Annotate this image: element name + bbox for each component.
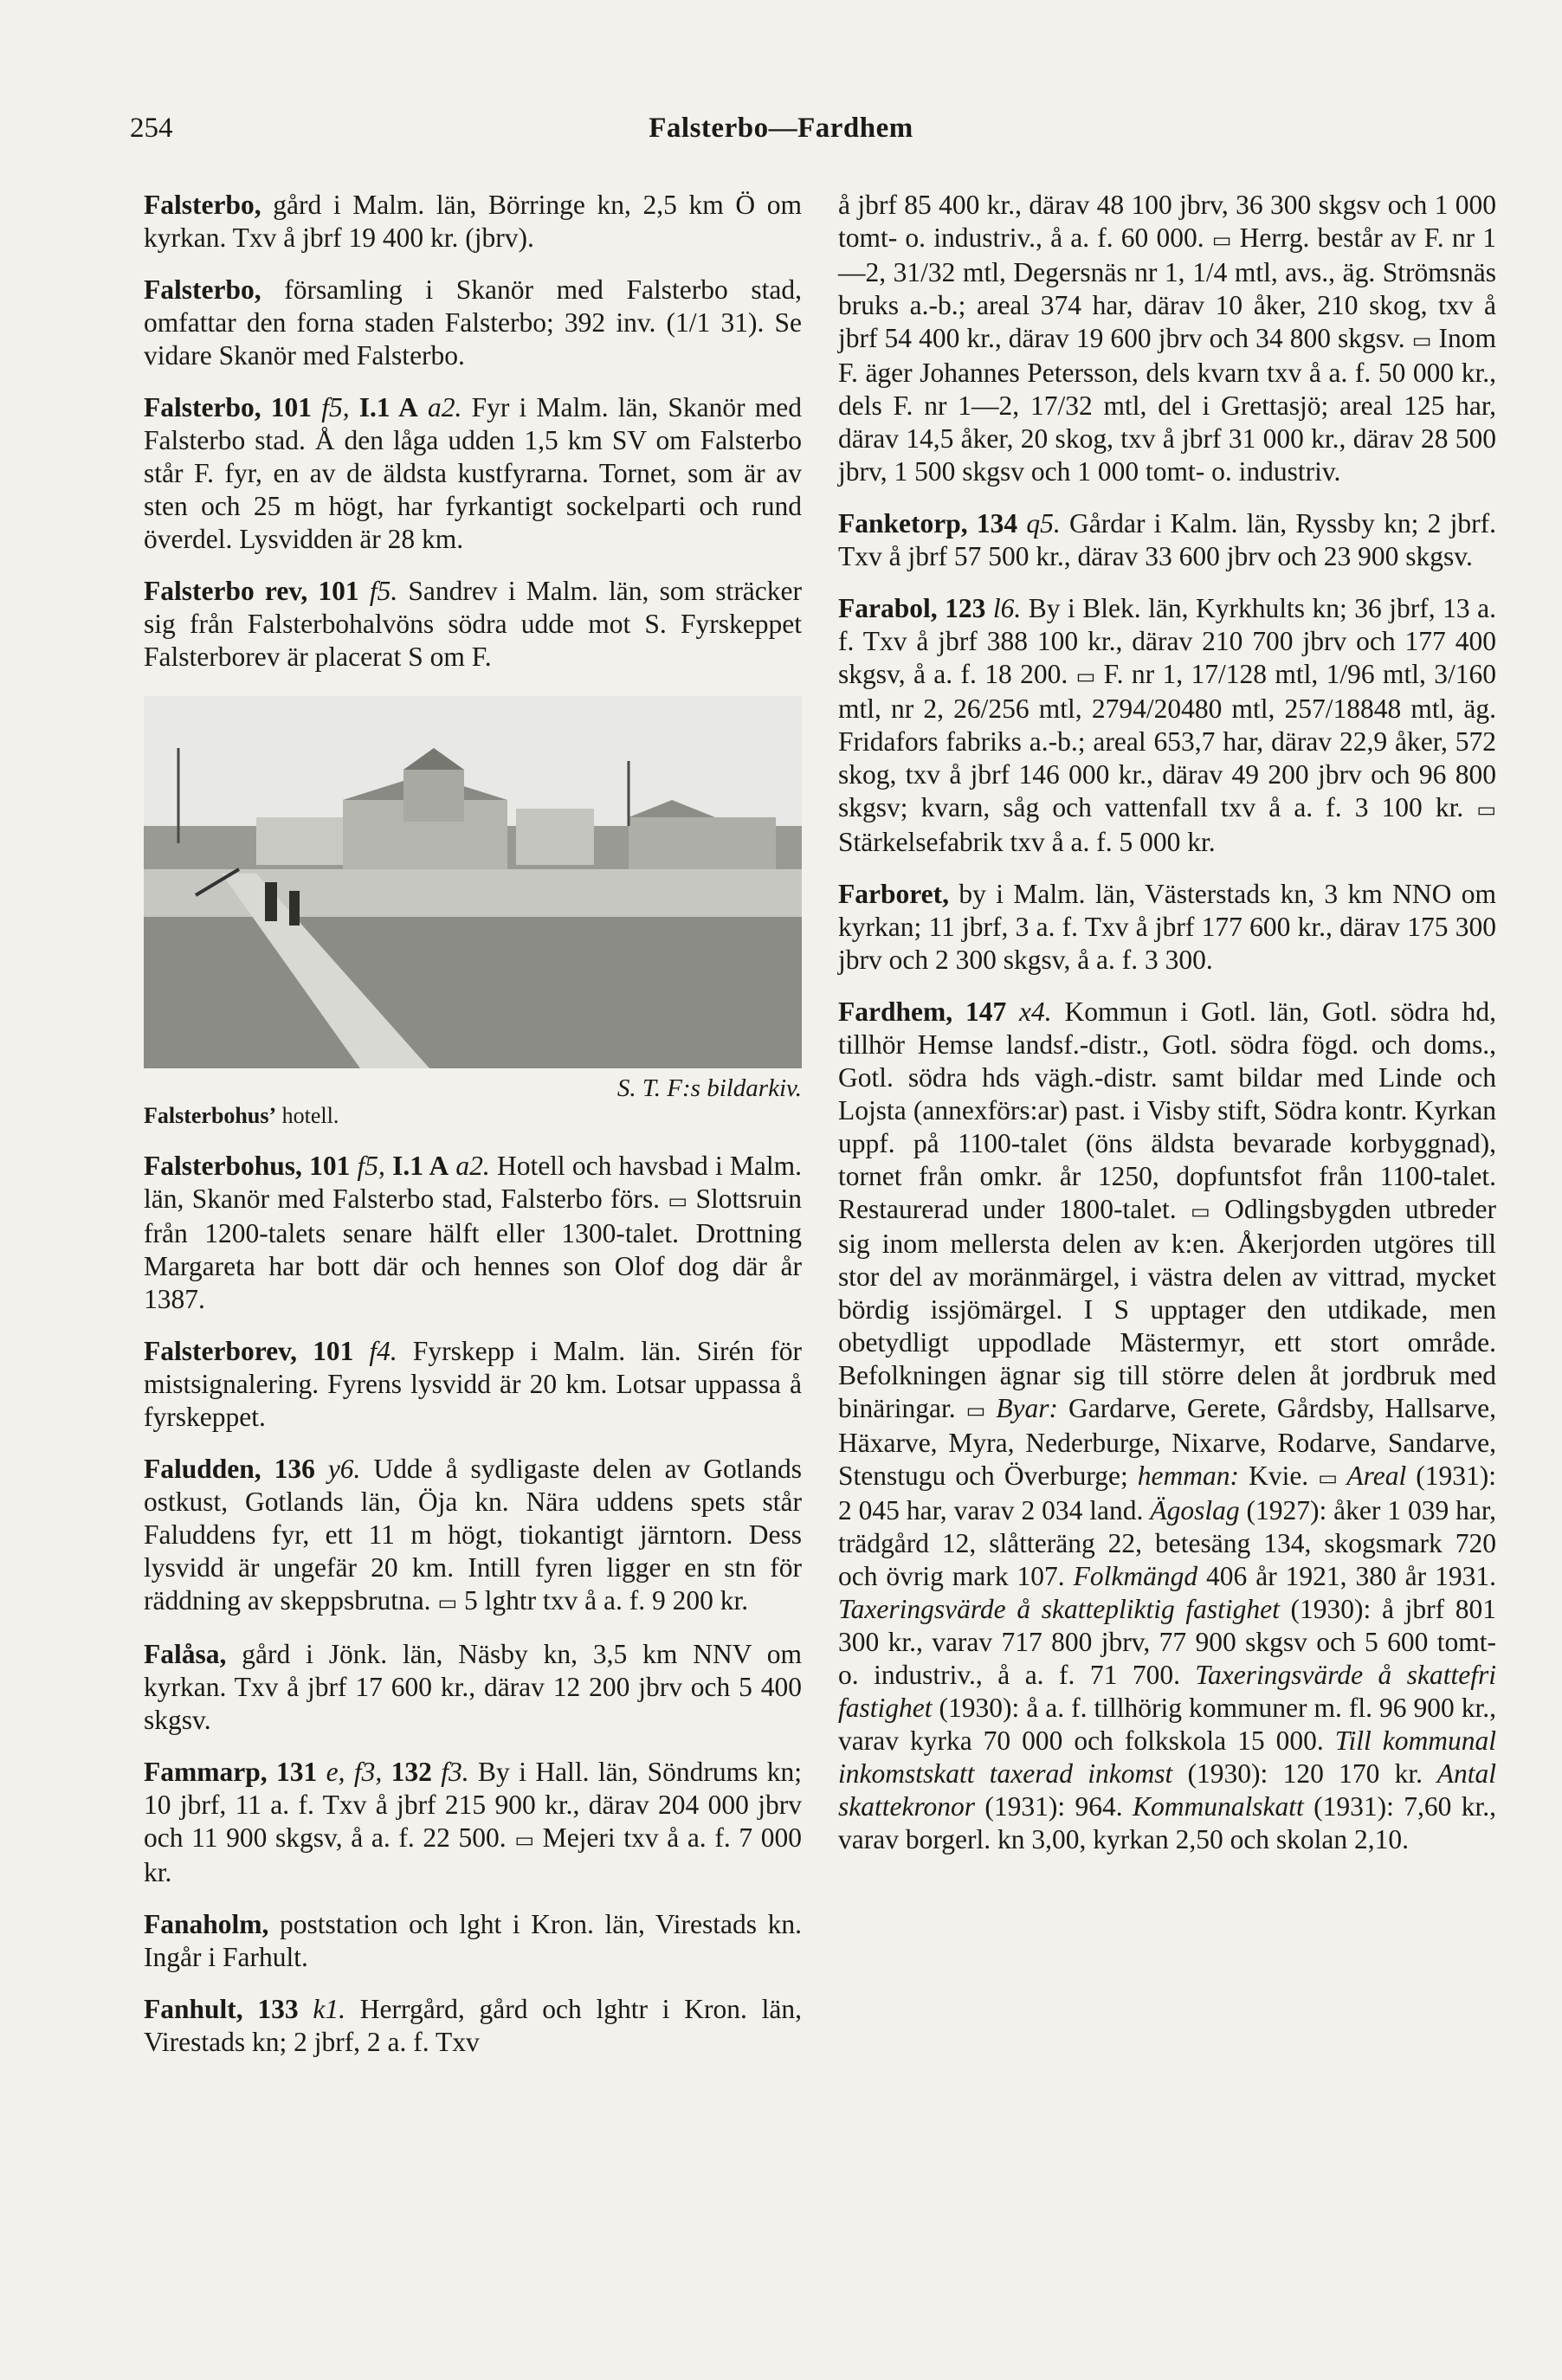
section-symbol: ▭: [437, 1590, 458, 1615]
entry-text: poststation och lght i Kron. län, Virestads kn. Ingår i Farhult.: [144, 1909, 802, 1972]
map-ref: a2.: [449, 1151, 490, 1181]
subhead-areal: Areal: [1337, 1461, 1407, 1491]
map-ref: x4.: [1006, 997, 1052, 1027]
entry-fanaholm: [144, 1908, 802, 1974]
entry-faludden: [144, 1453, 802, 1619]
entry-text: Herrg. består av F. nr 1—2, 31/32 mtl, Degersnäs nr 1, 1/4 mtl, avs., äg. Strömsnäs bruks a.-b.; areal 374 har, därav 10 åker, 210 skog, txv å jbrf 54 400 kr., därav 19 600 jbrv och 34 800 skgsv.: [838, 223, 1497, 353]
entry-falasa: [144, 1638, 802, 1737]
entry-text: Fyr i Malm. län, Skanör med Falsterbo stad. Å den låga udden 1,5 km SV om Falsterbo står F. fyr, en av de äldsta kustfyrarna. Tornet, som är av sten och 25 m högt, har fyrkantigt sockelparti och rund överdel. Lysvidden är 28 km.: [144, 392, 802, 554]
entry-falsterbo-fyr: [144, 391, 802, 556]
entry-text: Gårdar i Kalm. län, Ryssby kn; 2 jbrf. Txv å jbrf 57 500 kr., därav 33 600 jbrv och 23 900 skgsv.: [838, 508, 1496, 571]
subhead-kommunalskatt: Kommunalskatt: [1122, 1791, 1304, 1822]
photo-illustration: [144, 696, 802, 1068]
headword-ref: I.1 A: [384, 1151, 449, 1181]
map-ref: q5.: [1017, 508, 1061, 539]
map-ref: y6.: [314, 1454, 361, 1484]
entry-text: (1930): å jbrf 801 300 kr., varav 717 800 jbrv, 77 900 skgsv och 5 600 tomt- o. industriv., å a. f. 71 700.: [838, 1594, 1496, 1690]
headword: Falsterborev, 101: [144, 1336, 354, 1366]
headword: Faludden, 136: [144, 1454, 315, 1484]
entry-text: församling i Skanör med Falsterbo stad, omfattar den forna staden Falsterbo; 392 inv. (1/1 31). Se vidare Skanör med Falsterbo.: [144, 274, 802, 371]
subhead-inkomst: Till kommunal inkomstskatt taxerad inkomst: [838, 1725, 1497, 1789]
map-ref: f5,: [312, 392, 350, 422]
subhead-skattekronor: Antal skattekronor: [838, 1758, 1497, 1822]
entry-text: (1931): 7,60 kr., varav borgerl. kn 3,00, kyrkan 2,50 och skolan 2,10.: [838, 1791, 1496, 1854]
headword: Fardhem, 147: [838, 997, 1007, 1027]
entry-text: gård i Malm. län, Börringe kn, 2,5 km Ö om kyrkan. Txv å jbrf 19 400 kr. (jbrv).: [144, 190, 802, 253]
entry-fanhult: [144, 1993, 802, 2059]
entry-text: Sandrev i Malm. län, som sträcker sig från Falsterbohalvöns södra udde mot S. Fyrskeppet Falsterborev är placerat S om F.: [144, 576, 802, 672]
headword: Falsterbohus, 101: [144, 1151, 351, 1181]
entry-text: (1930): 120 170 kr.: [1172, 1758, 1423, 1789]
caption-text: hotell.: [276, 1103, 339, 1128]
section-symbol: ▭: [965, 1398, 986, 1422]
entry-text: (1927): åker 1 039 har, trädgård 12, slåtteräng 22, betesäng 134, skogsmark 720 och övrig mark 107.: [838, 1495, 1496, 1591]
entry-text: å jbrf 85 400 kr., därav 48 100 jbrv, 36 300 skgsv och 1 000 tomt- o. industriv., å a. f. 60 000.: [838, 190, 1496, 253]
headword-ref: 132: [382, 1757, 432, 1787]
entry-text: (1930): å a. f. tillhörig kommuner m. fl. 96 900 kr., varav kyrka 70 000 och folkskola 15 000.: [838, 1693, 1496, 1756]
map-ref: f5,: [350, 1151, 385, 1181]
headword: Falåsa,: [144, 1639, 227, 1669]
entry-falsterbo-rev: [144, 575, 802, 674]
headword: Fanketorp, 134: [838, 508, 1018, 539]
entry-text: Kommun i Gotl. län, Gotl. södra hd, tillhör Hemse landsf.-distr., Gotl. södra fögd. och doms., Gotl. södra hds vägh.-distr. samt bildar med Linde och Lojsta (annexförs:ar) past. i Visby stift, Södra kontr. Kyrkan uppf. på 1100-talet (öns äldsta bevarade korbyggnad), tornet från omkr. år 1250, dopfuntsfot från 1100-talet. Restaurerad under 1800-talet.: [838, 997, 1496, 1224]
photo-falsterbohus-hotel: [144, 696, 802, 1068]
subhead-hemman: hemman:: [1127, 1461, 1240, 1491]
entry-text: (1931): 2 045 har, varav 2 034 land.: [838, 1461, 1497, 1525]
entry-text: F. nr 1, 17/128 mtl, 1/96 mtl, 3/160 mtl, nr 2, 26/256 mtl, 2794/20480 mtl, 257/18848 mtl, äg. Fridafors fabriks a.-b.; areal 653,7 har, därav 22,9 åker, 572 skog, txv å jbrf 146 000 kr., därav 49 200 jbrv och 96 800 skgsv; kvarn, såg och vattenfall txv å a. f. 3 100 kr.: [838, 659, 1496, 822]
entry-text: Stärkelsefabrik txv å a. f. 5 000 kr.: [838, 827, 1216, 857]
subhead-taxering-skattepliktig: Taxeringsvärde å skattepliktig fastighet: [838, 1594, 1280, 1624]
right-column: [838, 189, 1496, 1875]
headword: Fammarp, 131: [144, 1757, 318, 1787]
map-ref: k1.: [298, 1994, 346, 2024]
headword: Fanaholm,: [144, 1909, 269, 1939]
caption-bold: Falsterbohus’: [144, 1103, 277, 1128]
entry-text: 406 år 1921, 380 år 1931.: [1197, 1561, 1496, 1591]
entry-fammarp: [144, 1756, 802, 1889]
entry-farabol: [838, 592, 1496, 859]
section-symbol: ▭: [1191, 1199, 1210, 1223]
entry-text: Udde å sydligaste delen av Gotlands ostkust, Gotlands län, Öja kn. Nära uddens spets står Faluddens fyr, ett 11 m högt, tiokantigt järntorn. Dess lysvidd är ungefär 20 km. Intill fyren ligger en stn för räddning av skeppsbrutna.: [144, 1454, 802, 1616]
entry-text: Hotell och havsbad i Malm. län, Skanör med Falsterbo stad, Falsterbo förs.: [144, 1151, 803, 1214]
section-symbol: ▭: [1476, 797, 1496, 822]
entry-fanhult-continued: [838, 189, 1496, 488]
left-column: [144, 189, 802, 2078]
entry-falsterbohus: [144, 1150, 802, 1316]
map-ref: l6.: [985, 593, 1022, 623]
running-head: Falsterbo—Fardhem: [649, 113, 913, 144]
headword: Falsterbo, 101: [144, 392, 313, 422]
entry-text: Mejeri txv å a. f. 7 000 kr.: [144, 1822, 802, 1887]
entry-farboret: [838, 878, 1496, 977]
map-ref: e, f3,: [317, 1757, 383, 1787]
section-symbol: ▭: [1075, 664, 1096, 688]
entry-text: 5 lghtr txv å a. f. 9 200 kr.: [457, 1585, 749, 1616]
headword: Farboret,: [838, 879, 949, 909]
entry-text: By i Blek. län, Kyrkhults kn; 36 jbrf, 13 a. f. Txv å jbrf 388 100 kr., därav 210 700 jbrv och 177 400 skgsv, å a. f. 18 200.: [838, 593, 1496, 689]
subhead-byar: Byar:: [985, 1393, 1059, 1423]
entry-text: Slottsruin från 1200-talets senare hälft eller 1300-talet. Drottning Margareta har bott där och hennes son Olof dog där år 1387.: [144, 1184, 802, 1314]
subhead-folkmangd: Folkmängd: [1064, 1561, 1198, 1591]
entry-text: By i Hall. län, Söndrums kn; 10 jbrf, 11 a. f. Txv å jbrf 215 900 kr., därav 204 000 jbrv och 11 900 skgsv, å a. f. 22 500.: [144, 1757, 802, 1853]
map-ref: f4.: [353, 1336, 397, 1366]
entry-text: Kvie.: [1239, 1461, 1319, 1491]
entry-text: Odlingsbygden utbreder sig inom mellersta delen av k:en. Åkerjorden utgöres till stor del av moränmärgel, i västra delen av vittrad, mycket bördig issjömärgel. I S upptager den utdikade, men obetydligt uppodlade Mästermyr, ett stort område. Befolkningen ägnar sig till större delen åt jordbruk med binäringar.: [838, 1194, 1496, 1423]
headword: Falsterbo rev, 101: [144, 576, 359, 606]
entry-fanketorp: [838, 507, 1496, 573]
map-ref: f5.: [358, 576, 398, 606]
entry-falsterbo-gard: [144, 189, 802, 255]
map-ref: a2.: [417, 392, 462, 422]
section-symbol: ▭: [668, 1189, 688, 1213]
subhead-taxering-skattefri: Taxeringsvärde å skattefri fastighet: [838, 1660, 1496, 1723]
entry-text: Fyrskepp i Malm. län. Sirén för mistsignalering. Fyrens lysvidd är 20 km. Lotsar uppassa å fyrskeppet.: [144, 1336, 802, 1432]
entry-text: by i Malm. län, Västerstads kn, 3 km NNO om kyrkan; 11 jbrf, 3 a. f. Txv å jbrf 177 600 kr., därav 175 300 jbrv och 2 300 skgsv, å a. f. 3 300.: [838, 879, 1496, 975]
photo-caption: [144, 1103, 802, 1129]
entry-falsterbo-forsamling: [144, 274, 802, 372]
section-symbol: ▭: [1211, 228, 1232, 252]
subhead-agoslag: Ägoslag: [1143, 1495, 1240, 1525]
map-ref: f3.: [431, 1757, 469, 1787]
section-symbol: ▭: [514, 1828, 535, 1852]
headword: Falsterbo,: [144, 274, 261, 305]
headword: Farabol, 123: [838, 593, 986, 623]
entry-text: (1931): 964.: [975, 1791, 1123, 1822]
entry-text: Inom F. äger Johannes Petersson, dels kvarn txv å a. f. 50 000 kr., dels F. nr 1—2, 17/32 mtl, del i Grettasjö; areal 125 har, därav 14,5 åker, 20 skog, txv å jbrf 31 000 kr., därav 28 500 jbrv, 1 500 skgsv och 1 000 tomt- o. industriv.: [838, 323, 1496, 487]
entry-text: Herrgård, gård och lghtr i Kron. län, Virestads kn; 2 jbrf, 2 a. f. Txv: [144, 1994, 802, 2057]
photo-credit: S. T. F:s bildarkiv.: [616, 1074, 802, 1102]
headword-ref: I.1 A: [349, 392, 418, 422]
headword: Falsterbo,: [144, 190, 261, 220]
page-number: 254: [130, 113, 173, 144]
section-symbol: ▭: [1411, 328, 1432, 352]
entry-text: gård i Jönk. län, Näsby kn, 3,5 km NNV om kyrkan. Txv å jbrf 17 600 kr., därav 12 200 jbrv och 5 400 skgsv.: [144, 1639, 802, 1735]
entry-text: Gardarve, Gerete, Gårdsby, Hallsarve, Häxarve, Myra, Nederburge, Nixarve, Rodarve, Sandarve, Stenstugu och Överburge;: [838, 1393, 1496, 1491]
entry-falsterborev: [144, 1335, 802, 1434]
headword: Fanhult, 133: [144, 1994, 299, 2024]
entry-fardhem: [838, 996, 1496, 1856]
figure-falsterbohus: [144, 696, 802, 1129]
section-symbol: ▭: [1318, 1466, 1338, 1490]
